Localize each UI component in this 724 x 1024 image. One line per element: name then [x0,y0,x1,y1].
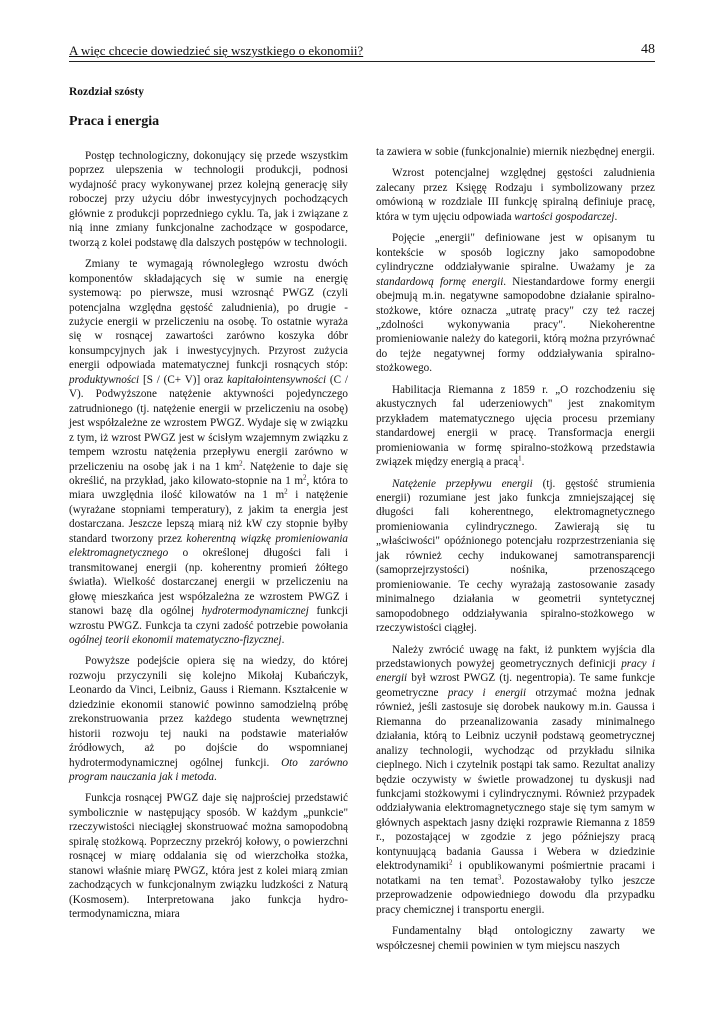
paragraph: Pojęcie „energii" definiowane jest w opisanym tu kontekście w sposób logiczny jako samopodobne cylindryczne oddziaływanie spiralne. Uważamy je za standardową formę energii. Niestandardowe formy energii obejmują m.in. negatywne samopodobne działanie spiralno-stożkowe, które oznacza „utratę pracy" czy też raczej „zdolności wykonywania pracy". Niekoherentne promieniowanie należy do kategorii, którą można przyrównać do tejże negatywnej formy oddziaływania spiralno-stożkowego. [376,232,655,375]
book-title: A więc chcecie dowiedzieć się wszystkiego o ekonomii? [69,43,364,58]
paragraph: Powyższe podejście opiera się na wiedzy, do której rozwoju przyczynili się kolejno Mikołaj Kubańczyk, Leonardo da Vinci, Leibniz, Gauss i Riemann. Kształcenie w dziedzinie ekonomii stanowić powinno samodzielną próbę zrekonstruowania przez każdego studenta wewnętrznej historii rozwoju tej nauki na podstawie materiałów źródłowych, aż po dojście do wspomnianej hydrotermodynamicznej ogólnej funkcji. Oto zarówno program nauczania jak i metoda. [69,655,348,784]
right-column [376,145,655,960]
running-header [69,41,655,62]
page-number: 48 [641,42,655,57]
paragraph: Postęp technologiczny, dokonujący się przede wszystkim poprzez ulepszenia w technologii produkcji, podnosi wydajność pracy wykonywanej przez kolejną generację siły roboczej przy użyciu dóbr inwestycyjnych pochodzących głównie z produkcji poprzedniego cyklu. Ta, jak i związane z nią inne zmiany funkcjonalne zachodzące w gospodarce, tworzą z kolei podstawę dla dalszych postępów w technologii. [69,150,348,249]
paragraph: Funkcja rosnącej PWGZ daje się najprościej przedstawić symbolicznie w następujący sposób. W każdym „punkcie" rzeczywistości nieciągłej skonstruować można samopodobną spiralę stożkową. Poprzeczny przekrój kołowy, o powierzchni rosnącej w miarę oddalania się od wierzchołka stożka, stanowi właśnie miarę PWGZ, która jest z kolei miarą zmian zachodzących w funkcjonalnym związku ludzkości z Naturą (Kosmosem). Interpretowana jako funkcja hydro-termodynamiczna, miara [69,792,348,921]
paragraph: Należy zwrócić uwagę na fakt, iż punktem wyjścia dla przedstawionych powyżej geometrycznych definicji pracy i energii był wzrost PWGZ (tj. negentropia). Te same funkcje geometryczne pracy i energii otrzymać można jednak również, jeśli zastosuje się dorobek naukowy m.in. Gaussa i Riemanna do przeanalizowania zasady minimalnego działania, którą to Leibniz uczynił podstawą geometrycznej analizy technologii, wychodząc od przykładu silnika cieplnego. Nich i czytelnik postąpi tak samo. Rezultat analizy będzie oczywisty w świetle prowadzonej tu dyskusji nad funkcjami stożkowymi i cylindrycznymi. Również przypadek oddziaływania elektromagnetycznego staje się tym samym w głównych aspektach jasny dzięki rozprawie Riemanna z 1859 r., pozostającej w zgodzie z jego późniejszy pracą kontynuującą badania Gaussa i Webera w dziedzinie elektrodynamiki$^2$ i opublikowanymi pośmiertnie pracami i notatkami na ten temat$^3$. Pozostawałoby tylko jeszcze przeprowadzenie odpowiedniego dowodu dla przypadku pracy chemicznej i transportu energii. [376,643,655,916]
paragraph: Zmiany te wymagają równoległego wzrostu dwóch komponentów składających się w sumie na energię systemową: po pierwsze, musi wzrosnąć PWGZ (czyli potencjalna względna gęstość zaludnienia), po drugie - zużycie energii w przeliczeniu na osobę. To ostatnie wyraża się w rosnącej zawartości zarówno koszyka dóbr konsumpcyjnych jak i inwestycyjnych. Przyrost zużycia energii odpowiada matematycznej funkcji rosnących stóp: produktywności [S / (C+ V)] oraz kapitałointensywności (C / V). Podwyższone natężenie aktywności pojedynczego zatrudnionego (tj. natężenie energii w przeliczeniu na osobę) jest współzależne ze wzrostem PWGZ. Wydaje się w związku z tym, iż wzrost PWGZ jest w ścisłym wzajemnym związku z tempem wzrostu natężenia przepływu energii zarówno w przeliczeniu na osobę jak i na 1 $km^2$. Natężenie to daje się określić, na przykład, jako kilowato-stopnie na 1 $m^2$, która to miara uwzględnia ilość kilowatów na 1 $m^2$ i natężenie (wyrażane stopniami temperatury), z jakim ta energia jest dostarczana. Jeszcze lepszą miarą niż kW czy stopnie byłby standard tworzony przez koherentną wiązkę promieniowania elektromagnetycznego o określonej długości fali i transmitowanej energii (np. koherentny promień żółtego światła). Wielkość dostarczanej energii w przeliczeniu na głowę mieszkańca jest współzależna ze wzrostem PWGZ i stanowi bazę dla ogólnej hydrotermodynamicznej funkcji wzrostu PWGZ. Funkcja ta czyni zadość potrzebie powołania ogólnej teorii ekonomii matematyczno-fizycznej. [69,258,349,646]
chapter-label: Rozdział szósty [69,86,145,98]
paragraph: Natężenie przepływu energii (tj. gęstość strumienia energii) rozumiane jest jako funkcja zmniejszającej się długości fali koherentnego, elektromagnetycznego promieniowania cylindrycznego. Zawierają się tu „właściwości" opóźnionego potencjału rozprzestrzeniania się jak również cechy indukowanej samotransparencji (samoprzejrzystości) nośnika, przenoszącego promieniowanie. Te cechy wyrażają zastosowanie zasady minimalnego działania w geometrii syntetycznej samopodobnego oddziaływania spiralno-stożkowego w rzeczywistości ciągłej. [376,477,655,635]
paragraph: Fundamentalny błąd ontologiczny zawarty we współczesnej chemii powinien w tym miejscu naszych [376,925,655,952]
section-title: Praca i energia [69,114,160,129]
paragraph: Wzrost potencjalnej względnej gęstości zaludnienia zalecany przez Księgę Rodzaju i symbolizowany przez omówioną w rozdziale III funkcję spiralną definiuje pracę, która w tym ujęciu odpowiada wartości gospodarczej. [376,167,655,223]
paragraph-continued: ta zawiera w sobie (funkcjonalnie) miernik niezbędnej energii. [376,146,655,158]
paragraph: Habilitacja Riemanna z 1859 r. „O rozchodzeniu się akustycznych fal uderzeniowych" jest znakomitym przykładem matematycznego ujęcia procesu przemiany standardowej energii w pracę. Transformacja energii promieniowania w formę spiralno-stożkową przedstawia związek między energią a pracą$^1$. [376,383,655,469]
left-column [69,149,348,929]
